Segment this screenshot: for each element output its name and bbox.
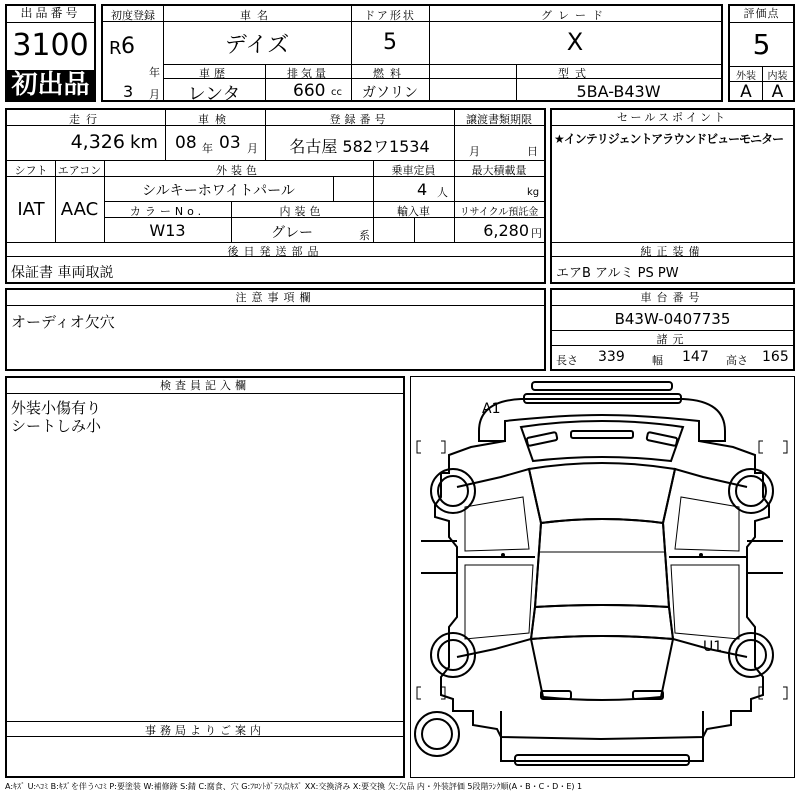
office-label: 事務局よりご案内: [145, 724, 265, 737]
inspection-month: 03: [219, 133, 241, 153]
length-value: 339: [598, 349, 625, 365]
inspector-label: 検査員記入欄: [7, 378, 403, 394]
recycle-value: 6,280: [483, 221, 529, 240]
later-parts-label: 後日発送部品: [227, 245, 324, 258]
mileage-label: 走行: [69, 113, 103, 126]
inspector-box: [5, 376, 405, 778]
color-no-value: W13: [149, 221, 186, 240]
plate-value: 名古屋 582ワ1534: [289, 137, 430, 156]
aircon-label: エアコン: [57, 164, 102, 177]
model-label: 型式: [558, 67, 592, 80]
reg-year: 6: [121, 34, 135, 59]
exterior-grade: A: [740, 82, 752, 102]
displacement-unit: cc: [331, 87, 342, 98]
damage-mark-front: A1: [482, 401, 501, 417]
shift-label: シフト: [14, 164, 48, 177]
transfer-label: 譲渡書類期限: [466, 113, 532, 126]
chassis-box: [550, 288, 795, 371]
mileage-value: 4,326: [70, 131, 125, 153]
exterior-color-value: シルキーホワイトパール: [142, 183, 295, 199]
shift-value: IAT: [17, 199, 45, 220]
reg-month-unit: 月: [149, 88, 160, 101]
history-value: レンタ: [187, 84, 241, 105]
capacity-unit: 人: [437, 186, 448, 199]
inspector-line2: シートしみ小: [11, 417, 102, 435]
first-listing-badge: 初出品: [7, 70, 94, 100]
recycle-unit: 円: [531, 227, 542, 240]
damage-diagram: [410, 376, 795, 778]
main-info-box: [101, 4, 723, 105]
history-label: 車歴: [199, 67, 229, 80]
notes-value: オーディオ欠穴: [11, 313, 115, 331]
notes-label: 注意事項欄: [7, 290, 544, 306]
score-box: [728, 4, 795, 102]
notes-box: [5, 288, 546, 371]
specs-label: 諸元: [656, 333, 689, 346]
exterior-grade-label: 外装: [736, 71, 756, 82]
sales-point-label: セールスポイント: [552, 110, 793, 126]
color-no-label: カラーNo.: [129, 205, 206, 218]
plate-label: 登録番号: [329, 113, 390, 126]
width-label: 幅: [652, 354, 663, 367]
interior-color-label: 内装色: [279, 205, 325, 218]
inspection-label: 車検: [198, 113, 232, 126]
inspector-line1: 外装小傷有り: [11, 399, 102, 417]
capacity-value: 4: [417, 180, 428, 199]
car-name: デイズ: [224, 33, 290, 58]
displacement-value: 660: [293, 81, 326, 101]
car-outline-diagram: [411, 377, 794, 777]
transfer-month-unit: 月: [469, 145, 480, 158]
equipment-label: 純正装備: [640, 245, 705, 258]
transfer-day-unit: 日: [527, 145, 538, 158]
reg-year-unit: 年: [149, 66, 160, 79]
model-value: 5BA-B43W: [576, 82, 661, 101]
legend: A:ｷｽﾞ U:ﾍｺﾐ B:ｷｽﾞを伴うﾍｺﾐ P:要塗装 W:補修跡 S:錆 C:腐食、穴 G:ﾌﾛﾝﾄｶﾞﾗｽ点ｷｽﾞ XX:交換済み X:要交換 欠:欠品 内・外装評価 5段階ﾗﾝｸ順(A・B・C・D・E) 1: [5, 782, 583, 791]
aircon-value: AAC: [60, 199, 99, 220]
era: R: [109, 38, 122, 59]
car-name-label: 車名: [240, 9, 274, 22]
lot-number: 3100: [12, 28, 89, 63]
recycle-label: リサイクル預託金: [459, 207, 539, 218]
chassis-value: B43W-0407735: [614, 310, 731, 328]
displacement-label: 排気量: [287, 67, 329, 80]
capacity-label: 乗車定員: [391, 164, 436, 177]
inspection-year: 08: [175, 133, 197, 153]
sales-point-box: [550, 108, 795, 284]
height-value: 165: [762, 349, 789, 365]
fuel-label: 燃料: [373, 67, 407, 80]
door-value: 5: [383, 30, 397, 55]
grade-label: グレード: [541, 9, 609, 22]
later-parts-value: 保証書 車両取説: [11, 265, 114, 281]
damage-mark-rear: U1: [703, 639, 723, 655]
reg-month: 3: [123, 82, 134, 101]
inspection-year-unit: 年: [202, 142, 213, 155]
lot-label: 出品番号: [7, 6, 94, 23]
score-value: 5: [752, 28, 771, 61]
interior-color-value: グレー: [271, 225, 313, 241]
import-label: 輸入車: [397, 205, 430, 218]
mileage-unit: km: [130, 132, 158, 153]
score-label: 評価点: [730, 6, 793, 23]
first-registration-label: 初度登録: [111, 9, 155, 22]
equipment-value: エアB アルミ PS PW: [556, 266, 679, 281]
length-label: 長さ: [556, 354, 578, 367]
lot-box: [5, 4, 96, 102]
inspection-month-unit: 月: [247, 142, 258, 155]
interior-color-unit: 系: [359, 229, 370, 242]
max-load-unit: kg: [527, 187, 540, 198]
grade-value: X: [566, 28, 584, 56]
chassis-label: 車台番号: [552, 290, 793, 306]
exterior-color-label: 外装色: [216, 164, 261, 177]
vehicle-details-box: [5, 108, 546, 284]
door-label: ドア形状: [364, 9, 416, 22]
sales-point-value: ★インテリジェントアラウンドビューモニター: [554, 132, 784, 146]
height-label: 高さ: [726, 354, 748, 367]
interior-grade-label: 内装: [767, 71, 788, 82]
interior-grade: A: [771, 82, 784, 102]
fuel-value: ガソリン: [362, 85, 418, 101]
width-value: 147: [682, 349, 709, 365]
max-load-label: 最大積載量: [471, 164, 527, 177]
